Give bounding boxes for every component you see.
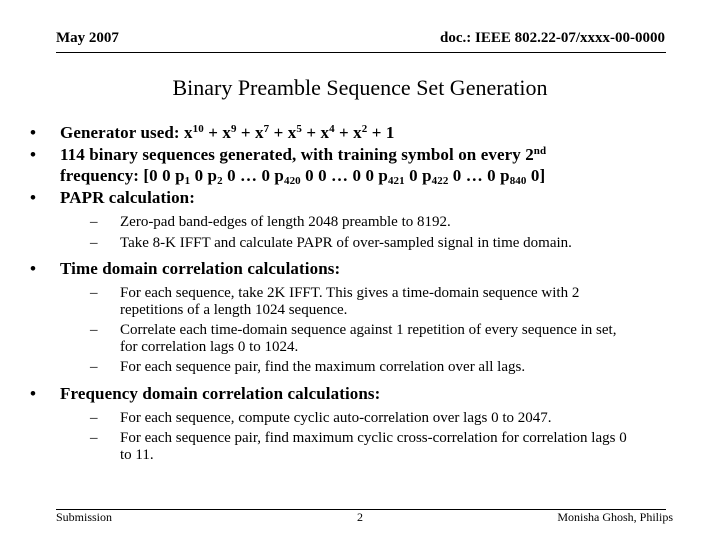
header-date: May 2007	[56, 30, 119, 46]
pattern-text: 0 p	[404, 166, 432, 185]
footer-author: Monisha Ghosh, Philips	[557, 510, 673, 524]
time-item-text: repetitions of a length 1024 sequence.	[120, 302, 348, 318]
dash-glyph: –	[90, 322, 98, 338]
freq-item-text: For each sequence pair, find maximum cyclic cross-correlation for correlation lags 0	[120, 430, 627, 446]
pattern-text: 0]	[526, 166, 546, 185]
sequences-line1: 114 binary sequences generated, with training symbol on every 2	[60, 145, 534, 164]
dash-glyph: –	[90, 430, 98, 446]
exp-10: 10	[192, 123, 204, 135]
pattern-text: 0 … 0 p	[222, 166, 284, 185]
time-item-text: For each sequence, take 2K IFFT. This gives a time-domain sequence with 2	[120, 285, 580, 301]
time-item-text: for correlation lags 0 to 1024.	[120, 339, 299, 355]
bullet-glyph: •	[30, 259, 37, 278]
bullet-papr	[30, 187, 705, 208]
frequency-pattern	[60, 166, 545, 185]
bullet-generator	[30, 122, 705, 143]
time-item	[90, 359, 705, 376]
dash-glyph: –	[90, 285, 98, 301]
footer-submission: Submission	[56, 510, 113, 524]
pattern-index: 2	[217, 175, 223, 187]
papr-item	[90, 235, 705, 252]
freq-item-text: to 11.	[120, 447, 154, 463]
time-domain-subitems	[90, 285, 705, 376]
papr-subitems	[90, 214, 705, 252]
dash-glyph: –	[90, 359, 98, 375]
term-sep: + x	[236, 123, 264, 142]
pattern-index: 421	[387, 175, 405, 187]
bullet-glyph: •	[30, 123, 37, 142]
time-domain-label: Time domain correlation calculations:	[60, 259, 341, 278]
term-sep: + x	[334, 123, 362, 142]
term-sep: + x	[203, 123, 231, 142]
header-doc-id: doc.: IEEE 802.22-07/xxxx-00-0000	[440, 30, 665, 46]
dash-glyph: –	[90, 235, 98, 251]
ordinal-suffix: nd	[533, 145, 547, 157]
pattern-text: frequency: [0 0 p	[60, 166, 185, 185]
pattern-index: 420	[283, 175, 301, 187]
dash-glyph: –	[90, 410, 98, 426]
papr-label: PAPR calculation:	[60, 188, 196, 207]
bullet-glyph: •	[30, 188, 37, 207]
slide-title: Binary Preamble Sequence Set Generation	[172, 75, 548, 100]
exp-9: 9	[230, 123, 237, 135]
time-item-text: For each sequence pair, find the maximum correlation over all lags.	[120, 359, 526, 375]
time-item	[90, 285, 705, 319]
time-item	[90, 322, 705, 356]
bullet-glyph: •	[30, 384, 37, 403]
pattern-text: 0 … 0 p	[448, 166, 510, 185]
bullet-time-domain	[30, 258, 705, 279]
pattern-index: 422	[431, 175, 449, 187]
term-sep: + 1	[367, 123, 395, 142]
term-sep: + x	[269, 123, 297, 142]
exp-7: 7	[263, 123, 270, 135]
papr-item-text: Zero-pad band-edges of length 2048 preamble to 8192.	[120, 214, 451, 230]
pattern-index: 1	[184, 175, 191, 187]
exp-4: 4	[329, 123, 335, 135]
pattern-text: 0 p	[190, 166, 218, 185]
term-sep: + x	[301, 123, 330, 142]
generator-lead: Generator used: x	[60, 123, 193, 142]
exp-5: 5	[296, 123, 302, 135]
bullet-glyph: •	[30, 145, 37, 164]
freq-item	[90, 430, 705, 464]
freq-item-text: For each sequence, compute cyclic auto-correlation over lags 0 to 2047.	[120, 410, 552, 426]
pattern-index: 840	[509, 175, 527, 187]
exp-2: 2	[361, 123, 368, 135]
header-divider	[56, 52, 666, 53]
papr-item	[90, 214, 705, 231]
bullet-frequency-domain	[30, 383, 705, 404]
time-item-text: Correlate each time-domain sequence against 1 repetition of every sequence in set,	[120, 322, 617, 338]
bullet-sequences	[30, 144, 705, 186]
page-number: 2	[357, 510, 363, 524]
frequency-domain-label: Frequency domain correlation calculations:	[60, 384, 381, 403]
frequency-domain-subitems	[90, 410, 705, 464]
slide-body	[30, 122, 705, 464]
papr-item-text: Take 8-K IFFT and calculate PAPR of over-sampled signal in time domain.	[120, 235, 572, 251]
freq-item	[90, 410, 705, 427]
dash-glyph: –	[90, 214, 98, 230]
pattern-text: 0 0 … 0 0 p	[300, 166, 388, 185]
